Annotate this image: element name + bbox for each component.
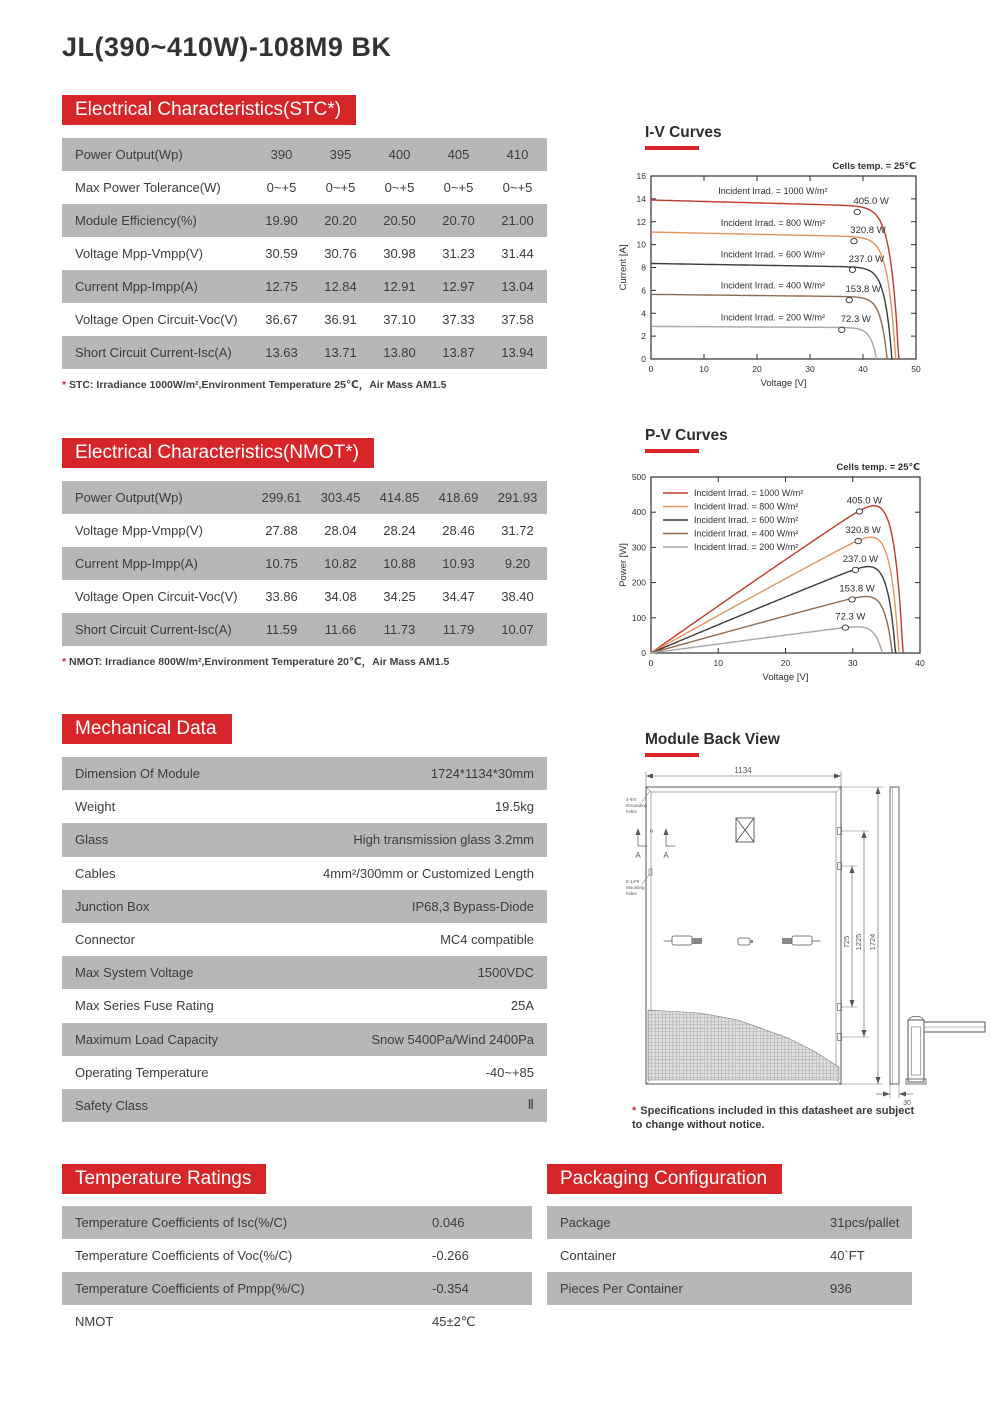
table-row: Voltage Open Circuit-Voc(V) 36.67 36.91 37.10 37.33 37.58 [62,303,547,336]
junction-box [736,818,754,842]
table-row: Voltage Mpp-Vmpp(V) 27.88 28.04 28.24 28.46 31.72 [62,514,547,547]
svg-text:320.8 W: 320.8 W [845,524,881,536]
table-row: Package 31pcs/pallet [547,1206,912,1239]
section-header-packaging: Packaging Configuration [547,1164,782,1194]
svg-text:Voltage [V]: Voltage [V] [760,377,807,389]
back-view-footnote: * Specifications included in this datasheet are subject to change without notice. [632,1105,915,1132]
table-row: Short Circuit Current-Isc(A) 13.63 13.71 13.80 13.87 13.94 [62,336,547,369]
svg-text:Incident Irrad. = 200 W/m²: Incident Irrad. = 200 W/m² [694,541,799,552]
svg-text:20: 20 [780,657,791,668]
table-row: Pieces Per Container 936 [547,1272,912,1305]
svg-text:10: 10 [713,657,723,668]
row-label: Voltage Open Circuit-Voc(V) [75,589,238,604]
row-label: Current Mpp-Impp(A) [75,556,198,571]
svg-text:72.3 W: 72.3 W [835,611,866,623]
svg-text:153.8 W: 153.8 W [845,283,881,295]
svg-text:Incident Irrad. = 1000 W/m²: Incident Irrad. = 1000 W/m² [718,185,828,196]
pv-chart-title: P-V Curves [645,427,728,444]
stc-section [62,95,547,392]
table-row: Weight 19.5kg [75,799,534,815]
svg-text:300: 300 [631,541,646,552]
svg-text:1134: 1134 [734,765,752,775]
svg-text:237.0 W: 237.0 W [842,553,879,565]
svg-text:100: 100 [631,612,646,623]
title-underline [645,449,699,453]
temperature-section [62,1164,532,1338]
svg-text:200: 200 [631,577,646,588]
svg-text:40: 40 [915,657,925,668]
frame-profile-section [906,1005,985,1084]
svg-text:20: 20 [752,363,762,374]
svg-text:0: 0 [648,657,654,668]
svg-text:237.0 W: 237.0 W [848,253,885,265]
section-header-stc: Electrical Characteristics(STC*) [62,95,356,125]
temperature-table [62,1206,532,1338]
mechanical-table [62,757,547,1122]
footnote-star: * [62,656,67,668]
dim-1134 [646,766,841,787]
back-view-section [620,731,1000,1115]
table-row: Power Output(Wp) 299.61 303.45 414.85 418.69 291.93 [62,481,547,514]
table-row: Connector MC4 compatible [75,932,534,948]
table-row: Max System Voltage 1500VDC [62,956,547,989]
svg-text:10: 10 [699,363,709,374]
module-back-view-drawing [620,762,995,1110]
cable-connectors [664,936,820,945]
svg-text:405.0 W: 405.0 W [846,494,883,506]
svg-text:500: 500 [631,471,646,482]
hatched-area [648,1010,839,1080]
svg-text:0: 0 [641,353,646,364]
svg-text:A: A [635,850,641,860]
svg-text:12: 12 [636,216,646,227]
svg-text:Current [A]: Current [A] [618,244,629,290]
svg-text:4: 4 [641,307,646,318]
svg-text:Incident Irrad. = 600 W/m²: Incident Irrad. = 600 W/m² [720,248,826,259]
svg-text:A-A: A-A [913,1004,927,1014]
footnote-star: * [632,1105,637,1117]
svg-text:Incident Irrad. = 600 W/m²: Incident Irrad. = 600 W/m² [694,514,799,525]
svg-text:1225: 1225 [854,933,863,950]
mounting-holes-label [626,869,652,896]
stc-table [62,138,547,369]
svg-text:30: 30 [903,1099,911,1107]
svg-text:Cells temp. = 25℃: Cells temp. = 25℃ [836,461,920,473]
table-row: Container 40`FT [560,1248,865,1263]
page-title: JL(390~410W)-108M9 BK [62,32,392,62]
iv-curves-chart [615,158,990,393]
row-label: Module Efficiency(%) [75,213,197,228]
svg-text:405.0 W: 405.0 W [853,195,889,207]
row-label: Short Circuit Current-Isc(A) [75,345,232,360]
table-row: Voltage Open Circuit-Voc(V) 33.86 34.08 34.25 34.47 38.40 [62,580,547,613]
table-row: Temperature Coefficients of Voc(%/C) -0.266 [75,1248,469,1263]
module-side-view [890,787,899,1084]
svg-text:50: 50 [911,363,921,374]
svg-text:Incident Irrad. = 800 W/m²: Incident Irrad. = 800 W/m² [720,217,826,228]
table-row: Power Output(Wp) 390 395 400 405 410 [62,138,547,171]
footnote-star: * [62,379,67,391]
table-row: Safety Class Ⅱ [62,1089,547,1122]
iv-chart-title: I-V Curves [645,124,722,141]
title-underline [645,146,699,150]
table-row: Junction Box IP68,3 Bypass-Diode [62,890,547,923]
table-row: Temperature Coefficients of Isc(%/C) 0.046 [62,1206,532,1239]
nmot-table [62,481,547,646]
dim-1225 [841,831,869,1037]
packaging-table [547,1206,912,1305]
table-row: Current Mpp-Impp(A) 10.75 10.82 10.88 10.93 9.20 [62,547,547,580]
svg-text:8-14*9: 8-14*9 [626,878,640,884]
back-view-title: Module Back View [645,731,780,748]
svg-text:30: 30 [805,363,815,374]
mechanical-section [62,714,547,1122]
row-label: Short Circuit Current-Isc(A) [75,622,232,637]
row-label: Voltage Open Circuit-Voc(V) [75,312,238,327]
svg-text:153.8 W: 153.8 W [839,582,875,594]
section-header-mechanical: Mechanical Data [62,714,232,744]
svg-text:Mounting: Mounting [626,884,645,890]
svg-text:400: 400 [631,506,646,517]
table-row: Dimension Of Module 1724*1134*30mm [62,757,547,790]
svg-text:725: 725 [842,935,851,948]
svg-text:Incident Irrad. = 1000 W/m²: Incident Irrad. = 1000 W/m² [694,487,804,498]
svg-text:holes: holes [626,808,637,814]
svg-text:Incident Irrad. = 800 W/m²: Incident Irrad. = 800 W/m² [694,501,799,511]
table-row: Short Circuit Current-Isc(A) 11.59 11.66 11.73 11.79 10.07 [62,613,547,646]
svg-text:Incident Irrad. = 400 W/m²: Incident Irrad. = 400 W/m² [694,528,799,538]
table-row: Maximum Load Capacity Snow 5400Pa/Wind 2400Pa [62,1023,547,1056]
table-row: Voltage Mpp-Vmpp(V) 30.59 30.76 30.98 31.23 31.44 [62,237,547,270]
svg-text:Incident Irrad. = 400 W/m²: Incident Irrad. = 400 W/m² [720,279,826,290]
table-row: Max Power Tolerance(W) 0~+5 0~+5 0~+5 0~+5 0~+5 [62,171,547,204]
svg-text:1724: 1724 [868,933,877,950]
row-label: Voltage Mpp-Vmpp(V) [75,523,203,538]
svg-text:320.8 W: 320.8 W [850,224,886,236]
pv-curves-section [615,427,995,694]
table-row: Max Series Fuse Rating 25A [75,998,534,1014]
row-label: Voltage Mpp-Vmpp(V) [75,246,203,261]
nmot-section [62,438,547,669]
svg-text:72.3 W: 72.3 W [840,313,871,325]
svg-text:Voltage [V]: Voltage [V] [762,671,809,683]
svg-text:Cells temp. = 25℃: Cells temp. = 25℃ [832,160,916,172]
svg-text:Power [W]: Power [W] [618,542,629,587]
svg-text:40: 40 [858,363,868,374]
svg-text:A: A [663,850,669,860]
svg-text:6: 6 [641,284,646,295]
svg-text:Grounding: Grounding [626,802,648,808]
svg-text:10: 10 [636,239,646,250]
nmot-footnote: * NMOT: Irradiance 800W/m²,Environment Temperature 20℃，Air Mass AM1.5 [62,656,450,668]
table-row: Glass High transmission glass 3.2mm [62,823,547,856]
svg-text:0: 0 [641,647,646,658]
svg-text:16: 16 [636,170,646,181]
svg-text:Incident Irrad. = 200 W/m²: Incident Irrad. = 200 W/m² [720,311,826,322]
svg-text:14: 14 [636,193,646,204]
packaging-section [547,1164,912,1305]
row-label: Power Output(Wp) [75,490,183,505]
svg-text:0: 0 [648,363,654,374]
table-row: Temperature Coefficients of Pmpp(%/C) -0.354 [62,1272,532,1305]
stc-footnote: * STC: Irradiance 1000W/m²,Environment Temperature 25℃，Air Mass AM1.5 [62,379,447,391]
row-label: Max Power Tolerance(W) [75,180,221,195]
section-header-temperature: Temperature Ratings [62,1164,266,1194]
pv-curves-chart [615,459,990,689]
table-row: NMOT 45±2℃ [75,1313,476,1329]
row-label: Current Mpp-Impp(A) [75,279,198,294]
svg-text:4-Φ4: 4-Φ4 [626,796,637,802]
row-label: Power Output(Wp) [75,147,183,162]
svg-text:30: 30 [848,657,858,668]
table-row: Operating Temperature -40~+85 [75,1064,534,1080]
grounding-holes-label [626,791,653,832]
svg-text:2: 2 [641,330,646,341]
svg-text:holes: holes [626,890,637,896]
table-row: Module Efficiency(%) 19.90 20.20 20.50 20.70 21.00 [62,204,547,237]
section-cut-arrows [635,828,675,860]
section-header-nmot: Electrical Characteristics(NMOT*) [62,438,374,468]
table-row: Current Mpp-Impp(A) 12.75 12.84 12.91 12.97 13.04 [62,270,547,303]
title-underline [645,753,699,757]
table-row: Cables 4mm²/300mm or Customized Length [75,865,534,881]
svg-text:8: 8 [641,262,646,272]
iv-curves-section [615,124,995,398]
